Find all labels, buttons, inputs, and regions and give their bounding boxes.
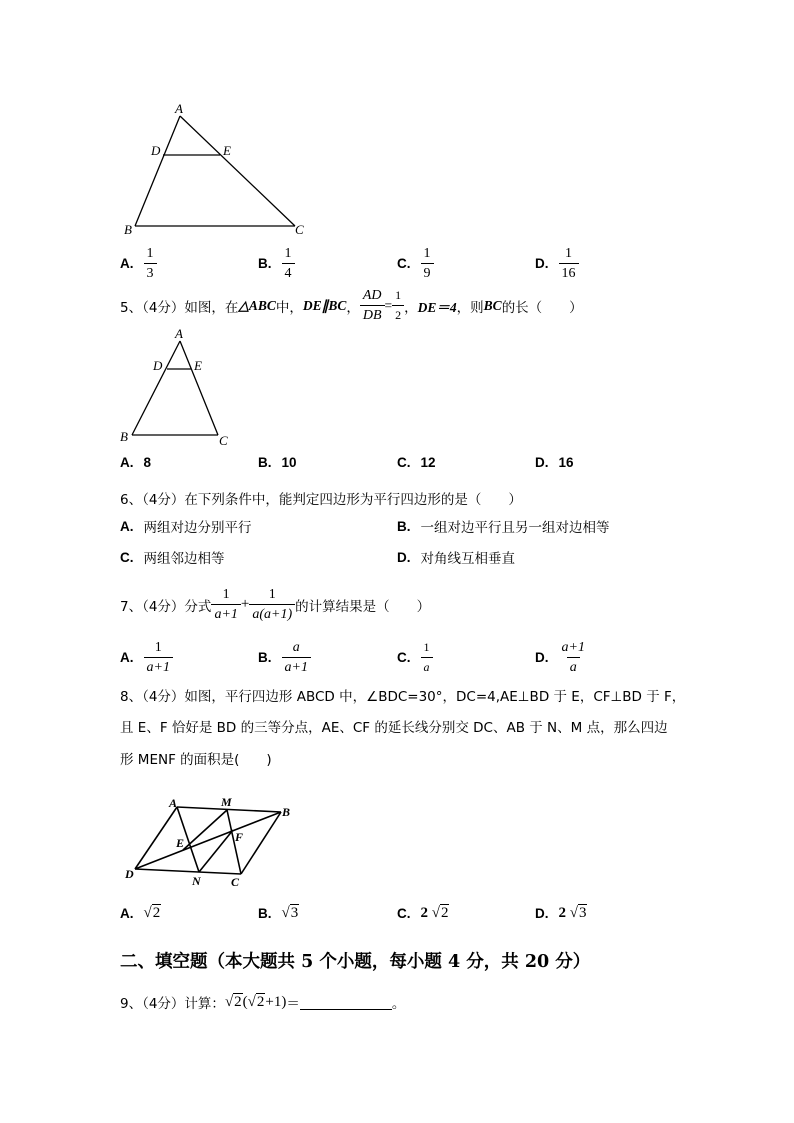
q8-label-n: N: [192, 874, 201, 888]
q5-label-e: E: [194, 358, 202, 373]
q5-option-c[interactable]: [397, 455, 436, 470]
fraction: $\frac{1}{a}$: [421, 640, 433, 675]
q8-option-b[interactable]: [258, 905, 299, 922]
q8-stem-line2: 且 E、F 恰好是 BD 的三等分点，AE、CF 的延长线分别交 DC、AB 于 N、M 点，那么四边: [120, 720, 668, 736]
q4-option-c[interactable]: [397, 246, 434, 281]
fraction: $\frac{1}{a+1}$: [144, 640, 173, 675]
q8-label-b: B: [282, 805, 291, 819]
q8-stem-line1: 8、（4分）如图，平行四边形 ABCD 中，∠BDC=30°，DC=4,AE⊥BD 于 E，CF⊥BD 于 F，: [120, 689, 686, 705]
q5-label-d: D: [153, 358, 163, 373]
option-letter: D.: [535, 256, 549, 271]
q6-option-a[interactable]: [120, 516, 252, 536]
q8-label-d: D: [125, 867, 134, 881]
sqrt-expression: 2 √3: [558, 905, 587, 921]
q9-stem: 9、（4分）计算： √2 ( √2 +1) ＝ 。: [120, 993, 406, 1012]
q8-stem-line3: 形 MENF 的面积是( ): [120, 752, 272, 768]
sqrt-expression: 2 √2: [420, 905, 449, 921]
q5-option-a[interactable]: [120, 455, 151, 470]
ad-db-fraction: $\frac{AD}{DB}$: [360, 288, 385, 323]
q8-option-d[interactable]: [535, 905, 587, 922]
option-text: 两组邻边相等: [143, 551, 225, 567]
fraction: $\frac{1}{3}$: [144, 246, 157, 281]
option-letter: A.: [120, 650, 134, 665]
option-letter: D.: [535, 906, 549, 921]
q4-option-a[interactable]: [120, 246, 157, 281]
q8-label-a: A: [169, 796, 178, 810]
option-letter: B.: [258, 455, 272, 470]
option-text: 对角线互相垂直: [420, 551, 515, 567]
q6-options-row2: [0, 547, 794, 577]
q5-option-d[interactable]: [535, 455, 574, 470]
q4-label-e: E: [223, 143, 231, 158]
q7-options: [0, 640, 794, 675]
q6-option-b[interactable]: [397, 516, 610, 536]
option-letter: C.: [397, 455, 411, 470]
q7-option-b[interactable]: [258, 640, 311, 675]
q4-option-d[interactable]: [535, 246, 579, 281]
section-2-heading: 二、填空题（本大题共 5 个小题，每小题 4 分，共 20 分）: [120, 952, 591, 972]
q4-label-b: B: [124, 222, 132, 237]
sqrt-expression: √2: [143, 905, 161, 921]
q7-option-d[interactable]: [535, 640, 588, 675]
option-letter: B.: [397, 518, 411, 534]
q6-option-c[interactable]: [120, 547, 225, 567]
q6-stem: 6、（4分）在下列条件中，能判定四边形为平行四边形的是（ ）: [120, 492, 522, 508]
q5-stem: 5、（4分）如图，在 △ABC 中， DE∥BC ， $\frac{AD}{DB}$ = $\frac{1}{2}$ ， DE＝4 ，则 BC 的长（ ）: [120, 288, 583, 323]
q8-parallelogram-figure: [120, 792, 305, 892]
sqrt-expression: √2: [247, 993, 265, 1010]
q4-options: [0, 246, 794, 281]
option-letter: B.: [258, 650, 272, 665]
q5-triangle-figure: [115, 325, 235, 450]
fraction-2: $\frac{1}{a(a+1)}$: [249, 587, 295, 622]
q8-option-a[interactable]: [120, 905, 161, 922]
q6-option-d[interactable]: [397, 547, 515, 567]
q4-label-a: A: [175, 101, 183, 116]
option-letter: B.: [258, 906, 272, 921]
option-text: 两组对边分别平行: [143, 520, 252, 536]
fraction: $\frac{1}{9}$: [421, 246, 434, 281]
option-value: 8: [143, 455, 152, 470]
option-value: 12: [420, 455, 436, 470]
q8-option-c[interactable]: [397, 905, 449, 922]
q5-label-a: A: [175, 326, 183, 341]
option-letter: B.: [258, 256, 272, 271]
option-letter: C.: [120, 549, 134, 565]
half-fraction: $\frac{1}{2}$: [392, 288, 404, 323]
q5-label-c: C: [219, 433, 228, 448]
q5-label-b: B: [120, 429, 128, 444]
q5-option-b[interactable]: [258, 455, 297, 470]
option-letter: D.: [397, 549, 411, 565]
fraction: $\frac{a}{a+1}$: [282, 640, 311, 675]
q7-option-c[interactable]: [397, 640, 433, 675]
option-text: 一组对边平行且另一组对边相等: [420, 520, 610, 536]
option-letter: D.: [535, 650, 549, 665]
q8-label-c: C: [231, 875, 240, 889]
q8-label-e: E: [176, 836, 185, 850]
fraction: $\frac{1}{4}$: [282, 246, 295, 281]
q4-label-d: D: [151, 143, 161, 158]
q7-stem: 7、（4分）分式 $\frac{1}{a+1}$ + $\frac{1}{a(a+1)}$ 的计算结果是（ ）: [120, 587, 431, 622]
option-letter: A.: [120, 906, 134, 921]
option-letter: A.: [120, 455, 134, 470]
option-value: 16: [558, 455, 574, 470]
option-letter: A.: [120, 256, 134, 271]
q5-options: [0, 455, 794, 485]
fraction: $\frac{1}{16}$: [559, 246, 579, 281]
q8-options: [0, 905, 794, 935]
option-letter: C.: [397, 256, 411, 271]
q4-triangle-figure: [115, 100, 315, 240]
q4-label-c: C: [295, 222, 304, 237]
answer-blank[interactable]: [300, 995, 392, 1010]
q6-options-row1: [0, 516, 794, 546]
q8-label-f: F: [235, 830, 244, 844]
fraction-1: $\frac{1}{a+1}$: [211, 587, 240, 622]
sqrt-expression: √2: [224, 993, 242, 1010]
q4-option-b[interactable]: [258, 246, 295, 281]
fraction: $\frac{a+1}{a}$: [561, 640, 585, 675]
option-letter: C.: [397, 906, 411, 921]
q8-label-m: M: [221, 795, 232, 809]
option-letter: C.: [397, 650, 411, 665]
q7-option-a[interactable]: [120, 640, 173, 675]
sqrt-expression: √3: [281, 905, 299, 921]
option-letter: A.: [120, 518, 134, 534]
option-value: 10: [281, 455, 297, 470]
option-letter: D.: [535, 455, 549, 470]
